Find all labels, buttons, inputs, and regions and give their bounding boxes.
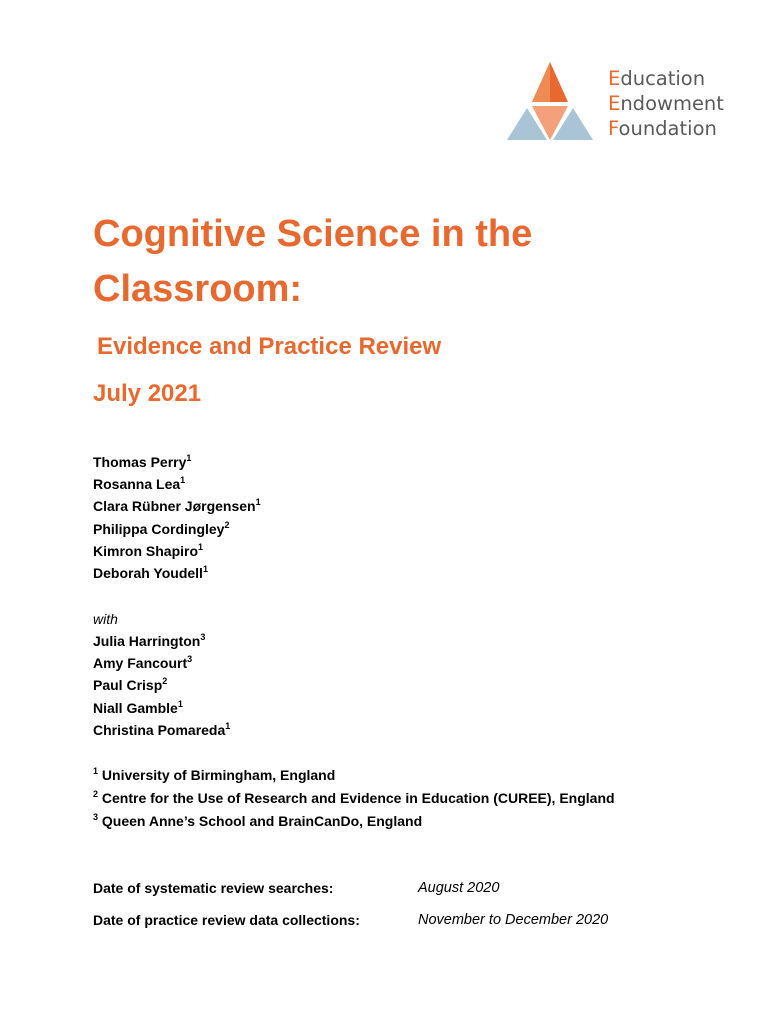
contributor-list [93,630,230,741]
contributor-item: Christina Pomareda$^1$ [93,720,231,738]
author-item: Rosanna Lea$^1$ [93,475,186,493]
logo-line-education: Education [608,67,706,90]
author-list [93,451,261,584]
review-date-label: Date of systematic review searches: [93,880,334,896]
affiliation-item: $^1$ University of Birmingham, England [93,766,336,783]
logo-line-foundation: Foundation [608,117,717,140]
review-dates [93,872,608,936]
with-label: with [93,611,118,627]
contributor-item: Amy Fancourt$^3$ [93,654,193,672]
author-item: Kimron Shapiro$^1$ [93,541,204,559]
publication-date: July 2021 [93,380,202,407]
author-item: Clara Rübner Jørgensen$^1$ [93,497,261,515]
eef-logo [505,60,740,142]
document-subtitle: Evidence and Practice Review [97,333,442,360]
document-title: Cognitive Science in the Classroom: [93,213,533,310]
author-item: Philippa Cordingley$^2$ [93,519,230,537]
affiliation-item: $^2$ Centre for the Use of Research and Evidence in Education (CUREE), England [93,789,615,806]
review-date-label: Date of practice review data collections: [93,912,360,928]
author-item: Deborah Youdell$^1$ [93,564,208,582]
affiliation-list [93,764,615,833]
eef-logo-mark-icon [505,60,595,142]
review-date-row [93,872,608,904]
contributor-item: Paul Crisp$^2$ [93,676,168,694]
eef-logo-wordmark [608,66,724,141]
logo-line-endowment: Endowment [608,92,724,115]
review-date-row [93,904,608,936]
review-date-value: August 2020 [418,880,500,896]
contributor-item: Julia Harrington$^3$ [93,632,206,649]
author-item: Thomas Perry$^1$ [93,453,192,470]
review-date-value: November to December 2020 [418,912,609,928]
contributor-item: Niall Gamble$^1$ [93,698,183,716]
affiliation-item: $^3$ Queen Anne’s School and BrainCanDo, England [93,812,423,829]
